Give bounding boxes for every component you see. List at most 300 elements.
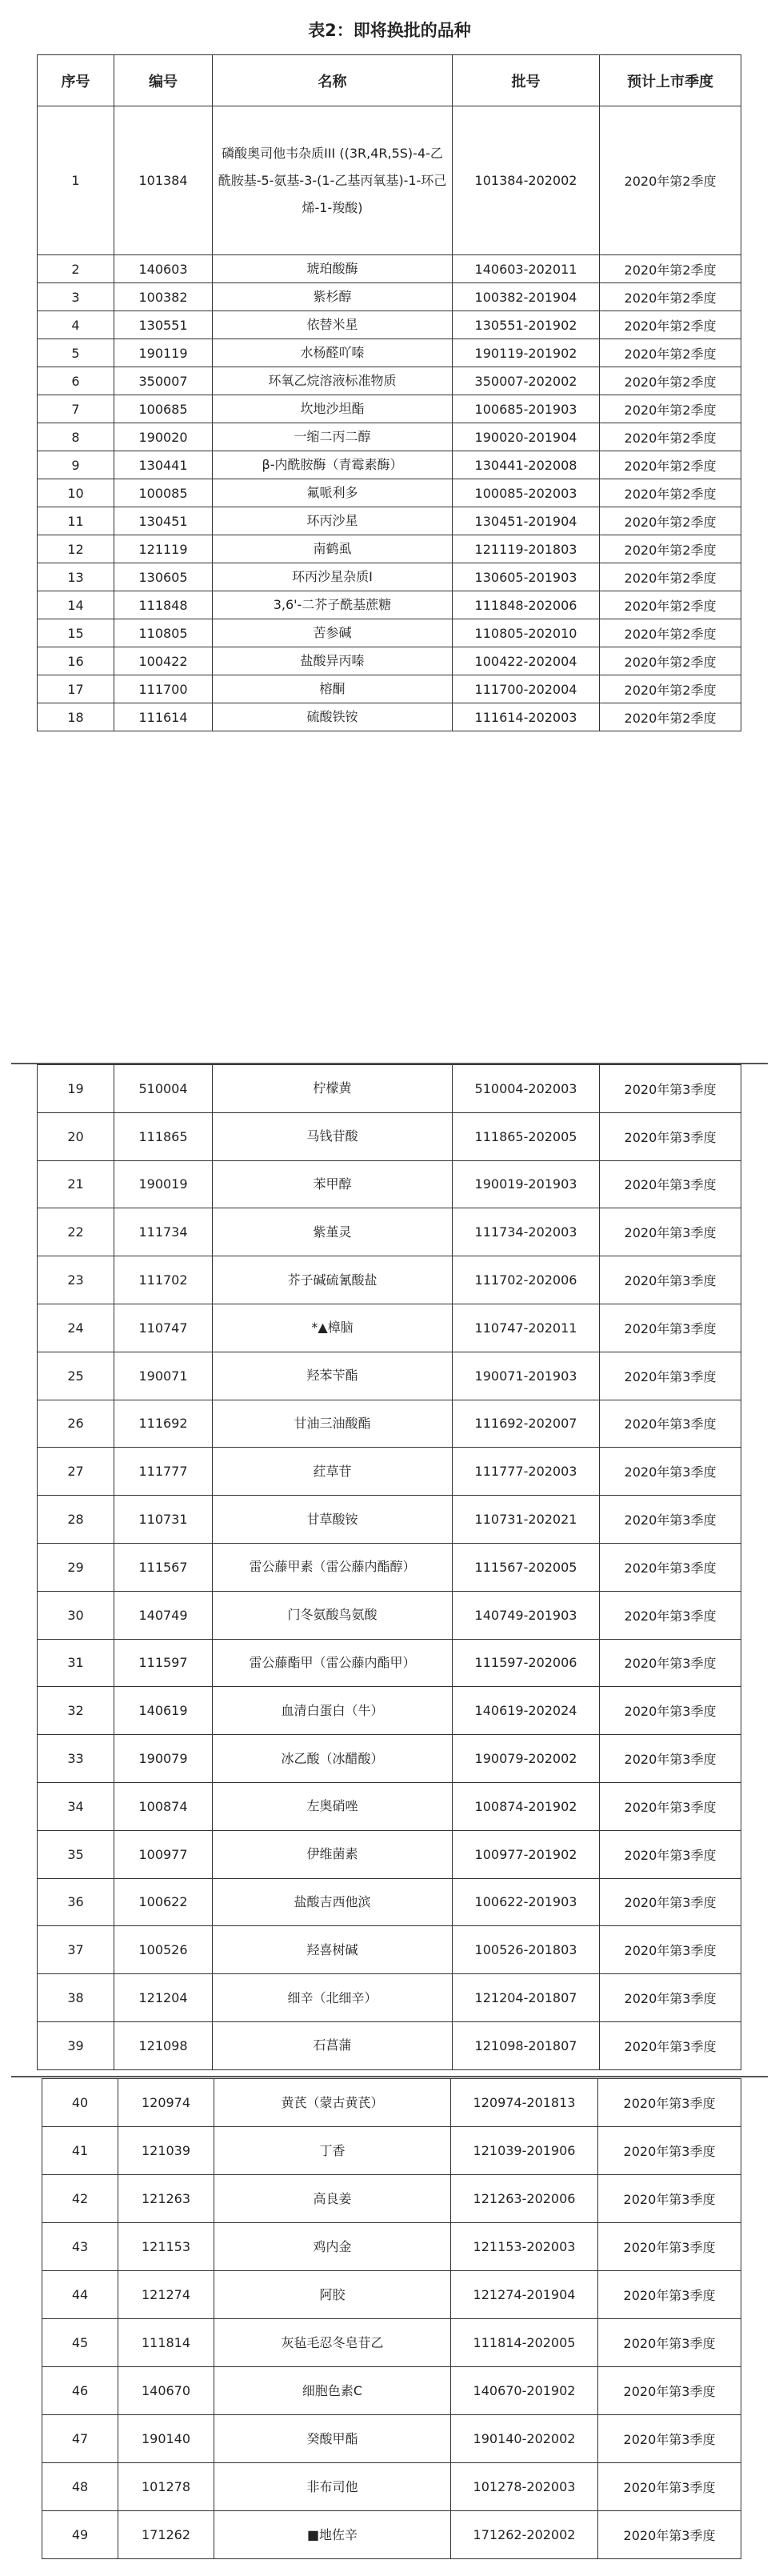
cell-no: 30: [38, 1591, 114, 1639]
cell-no: 5: [38, 339, 114, 367]
table-row: [38, 1926, 741, 1974]
table-row: [38, 367, 741, 395]
table-row: [38, 2021, 741, 2069]
table-row: [38, 283, 741, 311]
cell-no: 39: [38, 2021, 114, 2069]
cell-code: 121263: [118, 2175, 214, 2223]
cell-batch: 110747-202011: [453, 1304, 600, 1352]
cell-name: 雷公藤甲素（雷公藤内酯醇）: [213, 1543, 453, 1591]
cell-name: 坎地沙坦酯: [213, 395, 453, 423]
cell-batch: 111597-202006: [453, 1639, 600, 1687]
cell-batch: 140749-201903: [453, 1591, 600, 1639]
cell-no: 14: [38, 591, 114, 619]
cell-name: 环氧乙烷溶液标准物质: [213, 367, 453, 395]
table-row: [38, 1352, 741, 1400]
cell-no: 1: [38, 106, 114, 255]
table-row: [38, 1256, 741, 1304]
cell-quarter: 2020年第3季度: [600, 2021, 741, 2069]
cell-no: 13: [38, 563, 114, 591]
cell-no: 4: [38, 311, 114, 339]
cell-batch: 111848-202006: [453, 591, 600, 619]
table-row: [38, 1830, 741, 1878]
cell-quarter: 2020年第2季度: [600, 339, 741, 367]
table-row: [42, 2367, 741, 2415]
cell-name: 苦参碱: [213, 619, 453, 647]
cell-quarter: 2020年第3季度: [598, 2271, 741, 2319]
cell-quarter: 2020年第3季度: [600, 1926, 741, 1974]
cell-code: 100382: [114, 283, 213, 311]
cell-quarter: 2020年第3季度: [600, 1304, 741, 1352]
cell-code: 100422: [114, 647, 213, 675]
cell-batch: 101384-202002: [453, 106, 600, 255]
table-row: [38, 1400, 741, 1448]
cell-no: 41: [42, 2127, 118, 2175]
cell-batch: 190119-201902: [453, 339, 600, 367]
cell-code: 111597: [114, 1639, 213, 1687]
table-row: [42, 2175, 741, 2223]
cell-batch: 100382-201904: [453, 283, 600, 311]
cell-batch: 190019-201903: [453, 1160, 600, 1208]
cell-quarter: 2020年第3季度: [600, 1830, 741, 1878]
cell-name: 冰乙酸（冰醋酸）: [213, 1735, 453, 1783]
table-row: [38, 339, 741, 367]
cell-no: 20: [38, 1112, 114, 1160]
cell-name: 高良姜: [214, 2175, 451, 2223]
cell-code: 101278: [118, 2463, 214, 2511]
table-row: [42, 2463, 741, 2511]
cell-quarter: 2020年第3季度: [600, 1639, 741, 1687]
cell-quarter: 2020年第3季度: [598, 2367, 741, 2415]
cell-name: 细胞色素C: [214, 2367, 451, 2415]
cell-batch: 140670-201902: [451, 2367, 598, 2415]
cell-code: 190019: [114, 1160, 213, 1208]
cell-name: ■地佐辛: [214, 2511, 451, 2559]
cell-name: 盐酸异丙嗪: [213, 647, 453, 675]
table-row: [42, 2223, 741, 2271]
cell-quarter: 2020年第2季度: [600, 283, 741, 311]
cell-quarter: 2020年第3季度: [598, 2079, 741, 2127]
cell-name: 羟喜树碱: [213, 1926, 453, 1974]
cell-code: 100622: [114, 1878, 213, 1926]
table-row: [38, 647, 741, 675]
cell-code: 121204: [114, 1974, 213, 2022]
cell-batch: 110805-202010: [453, 619, 600, 647]
cell-batch: 111734-202003: [453, 1208, 600, 1256]
cell-batch: 111692-202007: [453, 1400, 600, 1448]
cell-quarter: 2020年第3季度: [600, 1974, 741, 2022]
cell-batch: 111702-202006: [453, 1256, 600, 1304]
cell-batch: 510004-202003: [453, 1065, 600, 1113]
cell-name: 羟苯苄酯: [213, 1352, 453, 1400]
cell-name: 琥珀酸酶: [213, 255, 453, 283]
cell-code: 101384: [114, 106, 213, 255]
cell-batch: 121263-202006: [451, 2175, 598, 2223]
cell-no: 7: [38, 395, 114, 423]
cell-code: 121119: [114, 535, 213, 563]
cell-name: 磷酸奥司他韦杂质III ((3R,4R,5S)-4-乙酰胺基-5-氨基-3-(1-乙基丙氧基)-1-环己烯-1-羧酸): [213, 106, 453, 255]
table-row: [38, 395, 741, 423]
cell-quarter: 2020年第3季度: [600, 1065, 741, 1113]
cell-code: 350007: [114, 367, 213, 395]
cell-name: 紫堇灵: [213, 1208, 453, 1256]
cell-name: 甘油三油酸酯: [213, 1400, 453, 1448]
cell-name: 灰毡毛忍冬皂苷乙: [214, 2319, 451, 2367]
cell-code: 111814: [118, 2319, 214, 2367]
table-row: [38, 591, 741, 619]
table-row: [38, 255, 741, 283]
cell-name: 榕酮: [213, 675, 453, 703]
cell-quarter: 2020年第3季度: [600, 1112, 741, 1160]
cell-code: 510004: [114, 1065, 213, 1113]
table-row: [38, 1878, 741, 1926]
cell-name: 3,6'-二芥子酰基蔗糖: [213, 591, 453, 619]
cell-quarter: 2020年第2季度: [600, 591, 741, 619]
cell-code: 121153: [118, 2223, 214, 2271]
cell-no: 16: [38, 647, 114, 675]
cell-quarter: 2020年第3季度: [600, 1543, 741, 1591]
table-row: [38, 1782, 741, 1830]
cell-no: 21: [38, 1160, 114, 1208]
cell-batch: 101278-202003: [451, 2463, 598, 2511]
cell-no: 42: [42, 2175, 118, 2223]
cell-quarter: 2020年第2季度: [600, 619, 741, 647]
cell-quarter: 2020年第3季度: [600, 1687, 741, 1735]
cell-quarter: 2020年第2季度: [600, 106, 741, 255]
cell-no: 3: [38, 283, 114, 311]
cell-name: 苯甲醇: [213, 1160, 453, 1208]
cell-name: 盐酸吉西他滨: [213, 1878, 453, 1926]
cell-no: 8: [38, 423, 114, 451]
product-table-part-3: [42, 2078, 741, 2559]
table-row: [38, 703, 741, 731]
cell-code: 111700: [114, 675, 213, 703]
cell-code: 140670: [118, 2367, 214, 2415]
cell-name: 雷公藤酯甲（雷公藤内酯甲）: [213, 1639, 453, 1687]
cell-name: 芥子碱硫氰酸盐: [213, 1256, 453, 1304]
cell-no: 17: [38, 675, 114, 703]
cell-code: 110731: [114, 1496, 213, 1544]
cell-name: 硫酸铁铵: [213, 703, 453, 731]
cell-name: 马钱苷酸: [213, 1112, 453, 1160]
cell-code: 130441: [114, 451, 213, 479]
cell-no: 35: [38, 1830, 114, 1878]
cell-quarter: 2020年第3季度: [598, 2175, 741, 2223]
cell-name: 环丙沙星: [213, 507, 453, 535]
cell-quarter: 2020年第2季度: [600, 367, 741, 395]
cell-batch: 100874-201902: [453, 1782, 600, 1830]
cell-batch: 190140-202002: [451, 2415, 598, 2463]
cell-batch: 130451-201904: [453, 507, 600, 535]
cell-quarter: 2020年第3季度: [600, 1591, 741, 1639]
header-name: 名称: [213, 55, 453, 106]
cell-no: 25: [38, 1352, 114, 1400]
header-batch: 批号: [453, 55, 600, 106]
table-caption: 表2：即将换批的品种: [308, 21, 471, 40]
cell-batch: 190020-201904: [453, 423, 600, 451]
cell-batch: 100422-202004: [453, 647, 600, 675]
cell-code: 110747: [114, 1304, 213, 1352]
cell-no: 15: [38, 619, 114, 647]
table-row: [42, 2127, 741, 2175]
cell-quarter: 2020年第2季度: [600, 535, 741, 563]
cell-name: 细辛（北细辛）: [213, 1974, 453, 2022]
cell-code: 100085: [114, 479, 213, 507]
cell-no: 24: [38, 1304, 114, 1352]
cell-quarter: 2020年第2季度: [600, 675, 741, 703]
cell-batch: 100622-201903: [453, 1878, 600, 1926]
cell-name: 阿胶: [214, 2271, 451, 2319]
table-row: [42, 2079, 741, 2127]
cell-batch: 130551-201902: [453, 311, 600, 339]
cell-quarter: 2020年第2季度: [600, 451, 741, 479]
table-row: [42, 2319, 741, 2367]
cell-batch: 121153-202003: [451, 2223, 598, 2271]
cell-batch: 140619-202024: [453, 1687, 600, 1735]
table-row: [38, 311, 741, 339]
cell-name: 紫杉醇: [213, 283, 453, 311]
table-row: [38, 1735, 741, 1783]
table-row: [38, 563, 741, 591]
cell-batch: 120974-201813: [451, 2079, 598, 2127]
cell-code: 111692: [114, 1400, 213, 1448]
table-row: [38, 1974, 741, 2022]
cell-name: β-内酰胺酶（青霉素酶）: [213, 451, 453, 479]
cell-no: 23: [38, 1256, 114, 1304]
cell-batch: 140603-202011: [453, 255, 600, 283]
header-row: [38, 55, 741, 106]
cell-batch: 130605-201903: [453, 563, 600, 591]
cell-batch: 100085-202003: [453, 479, 600, 507]
cell-code: 140619: [114, 1687, 213, 1735]
cell-batch: 111700-202004: [453, 675, 600, 703]
cell-quarter: 2020年第3季度: [598, 2127, 741, 2175]
cell-no: 47: [42, 2415, 118, 2463]
table-row: [38, 451, 741, 479]
cell-name: 石菖蒲: [213, 2021, 453, 2069]
cell-name: 癸酸甲酯: [214, 2415, 451, 2463]
cell-batch: 121204-201807: [453, 1974, 600, 2022]
section-divider: [11, 2076, 768, 2077]
cell-code: 190020: [114, 423, 213, 451]
cell-code: 140603: [114, 255, 213, 283]
cell-batch: 111814-202005: [451, 2319, 598, 2367]
cell-name: 水杨醛吖嗪: [213, 339, 453, 367]
cell-name: 伊维菌素: [213, 1830, 453, 1878]
cell-no: 31: [38, 1639, 114, 1687]
cell-no: 27: [38, 1448, 114, 1496]
cell-code: 111777: [114, 1448, 213, 1496]
cell-code: 100685: [114, 395, 213, 423]
cell-batch: 121039-201906: [451, 2127, 598, 2175]
table-row: [42, 2271, 741, 2319]
cell-code: 111702: [114, 1256, 213, 1304]
cell-quarter: 2020年第3季度: [600, 1448, 741, 1496]
table-row: [38, 1208, 741, 1256]
cell-no: 48: [42, 2463, 118, 2511]
cell-name: 左奥硝唑: [213, 1782, 453, 1830]
cell-name: 鸡内金: [214, 2223, 451, 2271]
cell-no: 32: [38, 1687, 114, 1735]
cell-no: 43: [42, 2223, 118, 2271]
table-row: [42, 2415, 741, 2463]
cell-name: 南鹤虱: [213, 535, 453, 563]
cell-batch: 190079-202002: [453, 1735, 600, 1783]
cell-no: 28: [38, 1496, 114, 1544]
cell-quarter: 2020年第3季度: [598, 2319, 741, 2367]
cell-quarter: 2020年第3季度: [598, 2223, 741, 2271]
cell-name: 荭草苷: [213, 1448, 453, 1496]
cell-batch: 121098-201807: [453, 2021, 600, 2069]
cell-batch: 111614-202003: [453, 703, 600, 731]
cell-code: 190079: [114, 1735, 213, 1783]
cell-code: 121274: [118, 2271, 214, 2319]
table-row: [38, 507, 741, 535]
cell-quarter: 2020年第2季度: [600, 703, 741, 731]
cell-batch: 130441-202008: [453, 451, 600, 479]
cell-no: 37: [38, 1926, 114, 1974]
cell-quarter: 2020年第2季度: [600, 479, 741, 507]
cell-name: *▲樟脑: [213, 1304, 453, 1352]
cell-quarter: 2020年第2季度: [600, 647, 741, 675]
cell-name: 丁香: [214, 2127, 451, 2175]
cell-no: 46: [42, 2367, 118, 2415]
cell-name: 甘草酸铵: [213, 1496, 453, 1544]
cell-quarter: 2020年第3季度: [600, 1352, 741, 1400]
table-row: [38, 1160, 741, 1208]
table-row: [38, 479, 741, 507]
cell-no: 49: [42, 2511, 118, 2559]
cell-batch: 111777-202003: [453, 1448, 600, 1496]
cell-code: 111865: [114, 1112, 213, 1160]
cell-code: 130451: [114, 507, 213, 535]
cell-no: 33: [38, 1735, 114, 1783]
table-row: [38, 1065, 741, 1113]
cell-name: 依替米星: [213, 311, 453, 339]
cell-no: 12: [38, 535, 114, 563]
cell-no: 26: [38, 1400, 114, 1448]
cell-code: 100977: [114, 1830, 213, 1878]
cell-code: 171262: [118, 2511, 214, 2559]
table-row: [38, 106, 741, 255]
cell-quarter: 2020年第3季度: [600, 1496, 741, 1544]
cell-batch: 110731-202021: [453, 1496, 600, 1544]
cell-name: 门冬氨酸鸟氨酸: [213, 1591, 453, 1639]
table-row: [38, 1639, 741, 1687]
table-row: [38, 423, 741, 451]
cell-code: 190140: [118, 2415, 214, 2463]
cell-quarter: 2020年第2季度: [600, 423, 741, 451]
cell-name: 非布司他: [214, 2463, 451, 2511]
cell-no: 22: [38, 1208, 114, 1256]
table-row: [38, 535, 741, 563]
cell-no: 38: [38, 1974, 114, 2022]
cell-quarter: 2020年第2季度: [600, 311, 741, 339]
cell-code: 140749: [114, 1591, 213, 1639]
cell-no: 11: [38, 507, 114, 535]
table-row: [38, 1112, 741, 1160]
cell-code: 121039: [118, 2127, 214, 2175]
cell-code: 190119: [114, 339, 213, 367]
cell-quarter: 2020年第3季度: [600, 1782, 741, 1830]
cell-batch: 100977-201902: [453, 1830, 600, 1878]
cell-quarter: 2020年第3季度: [600, 1878, 741, 1926]
cell-name: 一缩二丙二醇: [213, 423, 453, 451]
product-table-part-2: [37, 1064, 741, 2070]
cell-quarter: 2020年第2季度: [600, 255, 741, 283]
cell-code: 130605: [114, 563, 213, 591]
cell-name: 氟哌利多: [213, 479, 453, 507]
cell-quarter: 2020年第3季度: [600, 1160, 741, 1208]
cell-batch: 190071-201903: [453, 1352, 600, 1400]
cell-quarter: 2020年第3季度: [600, 1735, 741, 1783]
table-row: [38, 1496, 741, 1544]
cell-batch: 121119-201803: [453, 535, 600, 563]
cell-quarter: 2020年第3季度: [598, 2463, 741, 2511]
cell-no: 34: [38, 1782, 114, 1830]
cell-no: 36: [38, 1878, 114, 1926]
table-row: [38, 675, 741, 703]
cell-no: 19: [38, 1065, 114, 1113]
cell-code: 110805: [114, 619, 213, 647]
cell-quarter: 2020年第3季度: [598, 2511, 741, 2559]
cell-code: 111567: [114, 1543, 213, 1591]
cell-no: 10: [38, 479, 114, 507]
cell-no: 44: [42, 2271, 118, 2319]
cell-name: 柠檬黄: [213, 1065, 453, 1113]
cell-quarter: 2020年第3季度: [600, 1400, 741, 1448]
cell-code: 190071: [114, 1352, 213, 1400]
cell-batch: 100685-201903: [453, 395, 600, 423]
product-table-part-1: [37, 54, 741, 731]
cell-batch: 121274-201904: [451, 2271, 598, 2319]
cell-batch: 350007-202002: [453, 367, 600, 395]
cell-batch: 111567-202005: [453, 1543, 600, 1591]
cell-name: 黄芪（蒙古黄芪）: [214, 2079, 451, 2127]
table-row: [38, 619, 741, 647]
table-row: [38, 1448, 741, 1496]
cell-quarter: 2020年第2季度: [600, 563, 741, 591]
cell-batch: 111865-202005: [453, 1112, 600, 1160]
cell-no: 29: [38, 1543, 114, 1591]
cell-code: 111614: [114, 703, 213, 731]
cell-quarter: 2020年第3季度: [600, 1256, 741, 1304]
cell-no: 45: [42, 2319, 118, 2367]
cell-code: 100526: [114, 1926, 213, 1974]
header-no: 序号: [38, 55, 114, 106]
cell-code: 111734: [114, 1208, 213, 1256]
cell-code: 100874: [114, 1782, 213, 1830]
table-row: [38, 1591, 741, 1639]
cell-quarter: 2020年第3季度: [598, 2415, 741, 2463]
cell-code: 121098: [114, 2021, 213, 2069]
table-row: [38, 1304, 741, 1352]
cell-no: 2: [38, 255, 114, 283]
cell-no: 40: [42, 2079, 118, 2127]
cell-quarter: 2020年第2季度: [600, 395, 741, 423]
cell-code: 120974: [118, 2079, 214, 2127]
cell-code: 111848: [114, 591, 213, 619]
cell-batch: 171262-202002: [451, 2511, 598, 2559]
table-row: [38, 1687, 741, 1735]
cell-code: 130551: [114, 311, 213, 339]
cell-batch: 100526-201803: [453, 1926, 600, 1974]
table-row: [42, 2511, 741, 2559]
cell-name: 血清白蛋白（牛）: [213, 1687, 453, 1735]
header-code: 编号: [114, 55, 213, 106]
cell-quarter: 2020年第3季度: [600, 1208, 741, 1256]
cell-no: 9: [38, 451, 114, 479]
table-row: [38, 1543, 741, 1591]
